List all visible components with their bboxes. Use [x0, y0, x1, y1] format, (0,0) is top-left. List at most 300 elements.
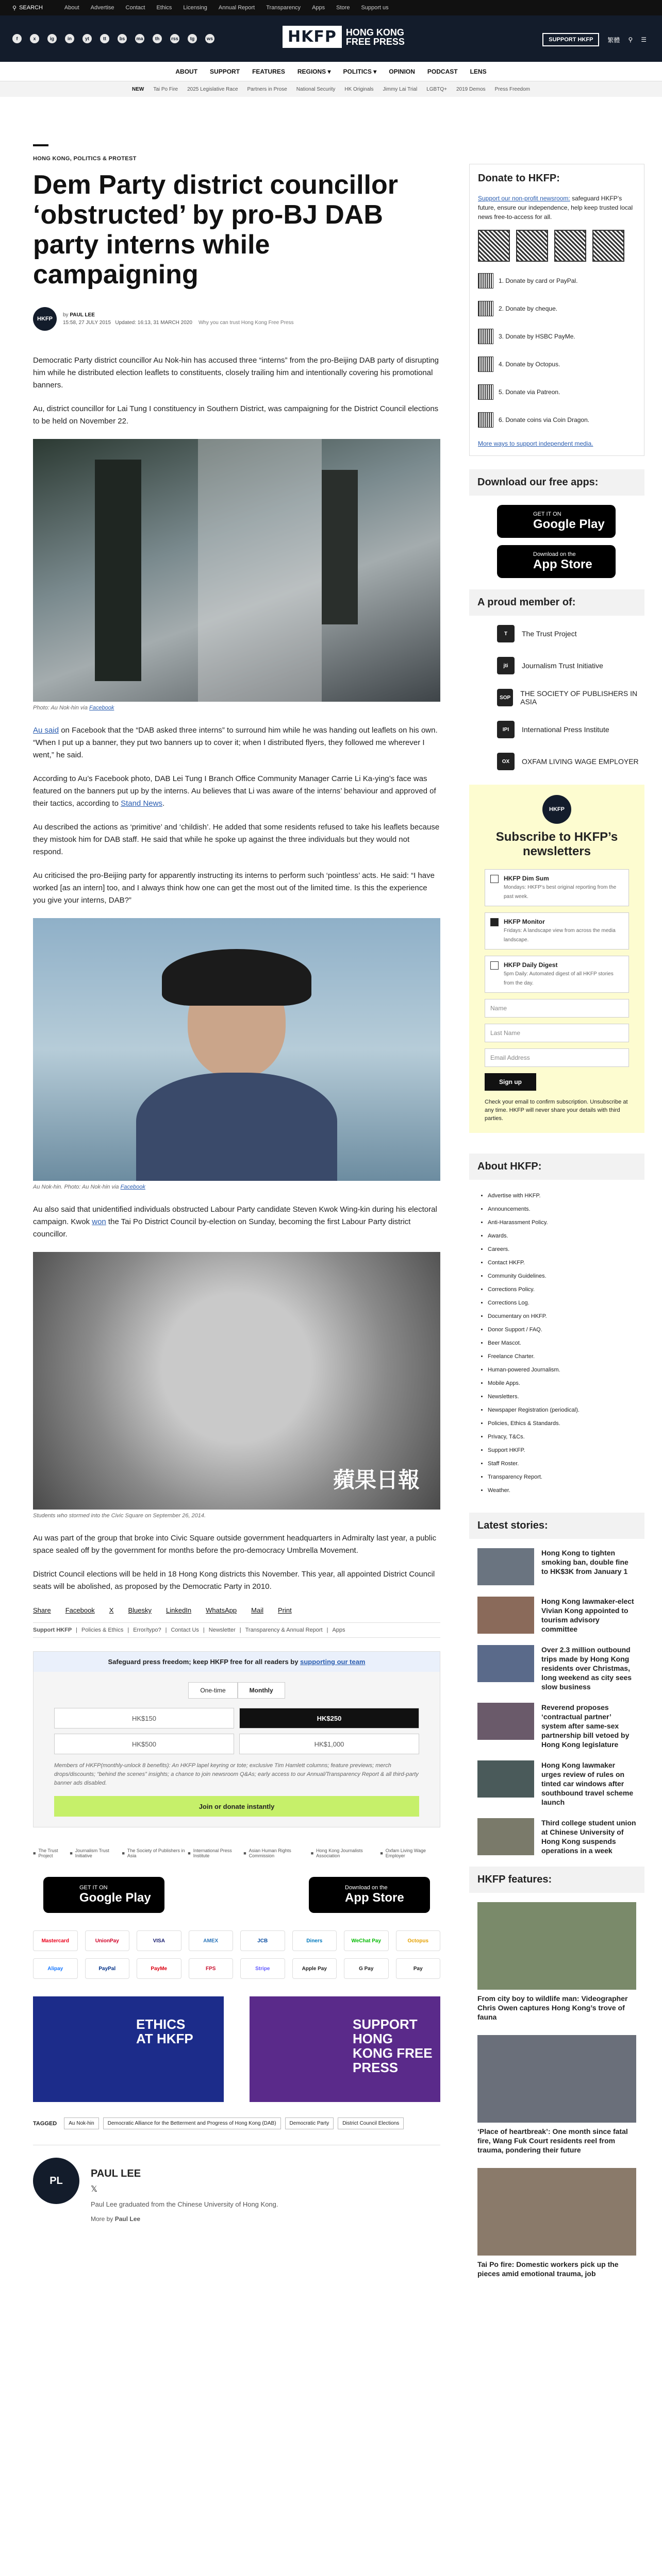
- tag-item[interactable]: District Council Elections: [338, 2117, 404, 2129]
- story-title: Third college student union at Chinese University of Hong Kong suspends operations in a week: [541, 1819, 636, 1855]
- donate-headline-link[interactable]: supporting our team: [300, 1658, 366, 1666]
- latest-heading: Latest stories:: [469, 1513, 644, 1539]
- paragraph: District Council elections will be held in 18 Hong Kong districts this November. This year, all appointed District Council seats will be abolished, as proposed by the Democratic Party in 2010.: [33, 1570, 435, 1591]
- badge-big-text: Google Play: [533, 517, 605, 531]
- about-link[interactable]: • Mobile Apps.: [488, 1377, 636, 1390]
- latest-story[interactable]: [477, 1818, 636, 1855]
- caption-text: Photo: Au Nok-hin via: [33, 705, 90, 711]
- subnav-item[interactable]: Tai Po Fire: [153, 86, 178, 92]
- share-linkedin[interactable]: LinkedIn: [166, 1606, 192, 1614]
- byline-author-line: [63, 311, 293, 319]
- newsletter-signup: [469, 785, 644, 1133]
- subnav-item[interactable]: 2025 Legislative Race: [187, 86, 238, 92]
- avatar[interactable]: PL: [33, 2158, 79, 2204]
- donate-option-label: 5. Donate via Patreon.: [499, 388, 560, 396]
- donate-option[interactable]: [478, 301, 636, 316]
- toplink-annual-report[interactable]: Annual Report: [218, 5, 255, 11]
- toplink-advertise[interactable]: Advertise: [90, 5, 114, 11]
- about-link[interactable]: • Documentary on HKFP.: [488, 1310, 636, 1323]
- author-bio: Paul Lee graduated from the Chinese University of Hong Kong.: [91, 2200, 278, 2208]
- author-box: [33, 2145, 440, 2223]
- wechat-pay-icon: WeChat Pay: [344, 1930, 389, 1951]
- qr-code-icon: [478, 273, 493, 289]
- mastercard-icon: Mastercard: [33, 1930, 78, 1951]
- share-whatsapp[interactable]: WhatsApp: [206, 1606, 237, 1614]
- about-link[interactable]: • Policies, Ethics & Standards.: [488, 1417, 636, 1430]
- member-logo[interactable]: [497, 689, 644, 706]
- share-x[interactable]: X: [109, 1606, 114, 1614]
- youtube-icon[interactable]: yt: [82, 34, 92, 43]
- story-thumbnail: [477, 1818, 534, 1855]
- newsletter-option-text: [504, 961, 623, 987]
- about-links: [469, 1189, 644, 1513]
- about-link[interactable]: • Freelance Charter.: [488, 1350, 636, 1363]
- author-link[interactable]: PAUL LEE: [70, 312, 95, 318]
- payme-icon: PayMe: [137, 1958, 181, 1979]
- nav-podcast[interactable]: PODCAST: [427, 67, 458, 75]
- member-name: The Trust Project: [522, 630, 577, 638]
- byline-dates: [63, 319, 293, 327]
- amount-option[interactable]: HK$1,000: [239, 1734, 419, 1754]
- amount-option-selected[interactable]: HK$250: [239, 1708, 419, 1728]
- tags: [33, 2117, 440, 2129]
- toplink-support-us[interactable]: Support us: [361, 5, 389, 11]
- banner-line: ETHICS: [136, 2016, 186, 2032]
- more-ways-link[interactable]: More ways to support independent media.: [478, 440, 593, 447]
- au-said-link[interactable]: Au said: [33, 726, 59, 735]
- paragraph-text: the Tai Po District Council by-election on Sunday, becoming the first Labour Party district councillor.: [33, 1217, 411, 1239]
- toplink-ethics[interactable]: Ethics: [156, 5, 172, 11]
- member-name: THE SOCIETY OF PUBLISHERS IN ASIA: [520, 689, 638, 706]
- qr-code-icon: [478, 412, 493, 428]
- oxfam-icon: OX: [497, 753, 515, 770]
- about-link[interactable]: • Beer Mascot.: [488, 1336, 636, 1350]
- about-link[interactable]: • Corrections Log.: [488, 1296, 636, 1310]
- partner-name: The Trust Project: [38, 1848, 58, 1858]
- amount-option[interactable]: HK$500: [54, 1734, 234, 1754]
- author-name[interactable]: PAUL LEE: [91, 2168, 141, 2179]
- linkedin-icon[interactable]: in: [65, 34, 74, 43]
- paragraph-text: According to Au’s Facebook photo, DAB Lei Tung I Branch Office Community Manager Carrie Li Ka-ying’s face was featured on the banners put up by the interns. Au believes that Li was aware of the interns’ behaviour and approved of their tactics, according to: [33, 774, 436, 808]
- rss-icon[interactable]: rss: [170, 34, 179, 43]
- badge-big-text: App Store: [345, 1891, 404, 1905]
- partner-name: Hong Kong Journalists Association: [316, 1848, 363, 1858]
- won-link[interactable]: won: [92, 1217, 106, 1226]
- stripe-icon: Stripe: [240, 1958, 285, 1979]
- photo-shape: [198, 439, 322, 702]
- share-label[interactable]: Share: [33, 1606, 51, 1614]
- partner-icon: ■: [33, 1851, 36, 1856]
- qr-code-icon: [478, 329, 493, 344]
- promo-banners: [33, 1996, 440, 2102]
- donate-option-label: 1. Donate by card or PayPal.: [499, 277, 578, 284]
- amex-icon: AMEX: [189, 1930, 234, 1951]
- support-link[interactable]: Apps: [332, 1627, 345, 1633]
- donate-option-label: 4. Donate by Octopus.: [499, 361, 560, 368]
- feature-image: [477, 2035, 636, 2123]
- share-print[interactable]: Print: [277, 1606, 292, 1614]
- newsletter-option-desc: Fridays: A landscape view from across the media landscape.: [504, 928, 616, 943]
- ipi-icon: IPI: [497, 721, 515, 738]
- amount-option[interactable]: HK$150: [54, 1708, 234, 1728]
- about-link[interactable]: • Human-powered Journalism.: [488, 1363, 636, 1377]
- language-link[interactable]: 繁體: [607, 36, 620, 44]
- share-bluesky[interactable]: Bluesky: [128, 1606, 152, 1614]
- photo-watermark: 蘋果日報: [333, 1467, 420, 1493]
- feature-story[interactable]: [477, 1902, 636, 2022]
- member-name: Journalism Trust Initiative: [522, 662, 603, 670]
- donate-headline: [34, 1652, 440, 1672]
- story-thumbnail: [477, 1597, 534, 1634]
- search-icon[interactable]: ⚲: [628, 36, 633, 43]
- new-label: NEW: [131, 86, 144, 92]
- newsletter-option-text: [504, 875, 623, 901]
- share-mail[interactable]: Mail: [251, 1606, 263, 1614]
- author-info: [91, 2158, 278, 2223]
- more-by-link[interactable]: Paul Lee: [114, 2215, 141, 2223]
- octopus-icon: Octopus: [396, 1930, 441, 1951]
- partner-name: International Press Institute: [193, 1848, 232, 1858]
- trust-link[interactable]: Why you can trust Hong Kong Free Press: [198, 320, 294, 326]
- qr-code-icon[interactable]: [516, 230, 548, 262]
- caption-text: Au Nok-hin. Photo: Au Nok-hin via: [33, 1184, 121, 1190]
- more-by-label: More by: [91, 2215, 115, 2223]
- partner-name: Journalism Trust Initiative: [75, 1848, 109, 1858]
- google-play-badge[interactable]: [43, 1877, 164, 1913]
- member-logo[interactable]: [497, 625, 644, 642]
- nav-support[interactable]: SUPPORT: [210, 67, 240, 75]
- newsletter-option[interactable]: [485, 912, 629, 950]
- qr-code-icon[interactable]: [554, 230, 586, 262]
- feature-image: [477, 2168, 636, 2256]
- jcb-icon: JCB: [240, 1930, 285, 1951]
- qr-code-icon: [478, 384, 493, 400]
- nav-about[interactable]: ABOUT: [175, 67, 198, 75]
- qr-code-icon: [478, 301, 493, 316]
- x-icon[interactable]: x: [30, 34, 39, 43]
- partner-logos: [33, 1848, 440, 1858]
- about-link[interactable]: • Careers.: [488, 1243, 636, 1256]
- story-thumbnail: [477, 1760, 534, 1798]
- whatsapp-icon[interactable]: ws: [205, 34, 214, 43]
- member-logo[interactable]: [497, 657, 644, 674]
- bluesky-icon[interactable]: bs: [118, 34, 127, 43]
- checkbox[interactable]: [490, 875, 499, 883]
- story-title: Hong Kong to tighten smoking ban, double fine to HK$3K from January 1: [541, 1549, 628, 1575]
- story-title: Hong Kong lawmaker urges review of rules on tinted car windows after southbound travel scheme launch: [541, 1761, 634, 1806]
- paragraph-text: Au also said that unidentified individuals obstructed Labour Party candidate Steven Kwok Wing-kin during his electoral campaign. Kwok: [33, 1205, 437, 1226]
- sign-up-button[interactable]: Sign up: [485, 1073, 536, 1091]
- about-link[interactable]: • Transparency Report.: [488, 1470, 636, 1484]
- nav-features[interactable]: FEATURES: [252, 67, 285, 75]
- about-link[interactable]: • Newspaper Registration (periodical).: [488, 1403, 636, 1417]
- toplink-contact[interactable]: Contact: [125, 5, 145, 11]
- donate-intro-link[interactable]: Support our non-profit newsroom:: [478, 195, 570, 202]
- partner-logo[interactable]: [70, 1848, 125, 1858]
- latest-story[interactable]: [477, 1645, 636, 1691]
- top-bar: [0, 0, 662, 15]
- nav-regions[interactable]: REGIONS ▾: [297, 67, 331, 75]
- latest-story[interactable]: [477, 1597, 636, 1634]
- visa-icon: VISA: [137, 1930, 181, 1951]
- support-link[interactable]: Newsletter: [208, 1627, 236, 1633]
- feature-title: Tai Po fire: Domestic workers pick up the pieces amid emotional trauma, job: [477, 2260, 619, 2278]
- support-link[interactable]: Contact Us: [171, 1627, 199, 1633]
- partner-logo[interactable]: [33, 1848, 73, 1858]
- donate-option-label: 2. Donate by cheque.: [499, 305, 558, 312]
- freq-monthly[interactable]: Monthly: [238, 1682, 285, 1699]
- toplink-store[interactable]: Store: [336, 5, 350, 11]
- about-link[interactable]: • Donor Support / FAQ.: [488, 1323, 636, 1336]
- subnav-item[interactable]: HK Originals: [344, 86, 374, 92]
- subnav-item[interactable]: Press Freedom: [494, 86, 531, 92]
- donate-option[interactable]: [478, 329, 636, 344]
- search-icon: ⚲: [12, 5, 17, 11]
- trust-project-icon: T: [497, 625, 515, 642]
- article-photo-banners: [33, 439, 440, 702]
- qr-code-icon[interactable]: [478, 230, 510, 262]
- logo-line-2: FREE PRESS: [345, 36, 405, 47]
- tag-item[interactable]: Democratic Alliance for the Betterment and Progress of Hong Kong (DAB): [103, 2117, 281, 2129]
- badge-small-text: GET IT ON: [79, 1885, 108, 1891]
- subnav-item[interactable]: Partners in Prose: [247, 86, 287, 92]
- about-link[interactable]: • Newsletters.: [488, 1390, 636, 1403]
- newsletter-option-desc: 5pm Daily: Automated digest of all HKFP stories from the day.: [504, 971, 614, 986]
- latest-story[interactable]: [477, 1703, 636, 1749]
- ethics-banner[interactable]: [33, 1996, 224, 2102]
- subnav-item[interactable]: LGBTQ+: [426, 86, 447, 92]
- logo-box: HKFP: [283, 26, 342, 48]
- about-link[interactable]: • Support HKFP.: [488, 1444, 636, 1457]
- feature-image: [477, 1902, 636, 1990]
- telegram-icon[interactable]: tg: [188, 34, 197, 43]
- app-store-badge[interactable]: [497, 545, 616, 578]
- badge-big-text: Google Play: [79, 1891, 151, 1905]
- about-link[interactable]: • Privacy, T&Cs.: [488, 1430, 636, 1444]
- jti-icon: jti: [497, 657, 515, 674]
- nav-opinion[interactable]: OPINION: [389, 67, 415, 75]
- member-logo[interactable]: [497, 721, 644, 738]
- subnav-item[interactable]: National Security: [296, 86, 336, 92]
- diners-icon: Diners: [292, 1930, 337, 1951]
- byline: [33, 307, 440, 331]
- more-by-author: [91, 2215, 278, 2223]
- about-heading: About HKFP:: [469, 1154, 644, 1180]
- sub-nav: [0, 81, 662, 97]
- donate-option-label: 3. Donate by HSBC PayMe.: [499, 333, 575, 340]
- subnav-item[interactable]: Jimmy Lai Trial: [383, 86, 418, 92]
- latest-story[interactable]: [477, 1548, 636, 1585]
- newsletter-option-title: HKFP Daily Digest: [504, 961, 558, 969]
- site-logo[interactable]: [283, 26, 405, 48]
- search-label: SEARCH: [19, 5, 43, 11]
- paragraph: [33, 724, 440, 761]
- partner-icon: ■: [380, 1851, 383, 1856]
- logo-line-1: HONG KONG: [345, 27, 404, 38]
- about-link[interactable]: • Weather.: [488, 1484, 636, 1497]
- instagram-icon[interactable]: ig: [47, 34, 57, 43]
- partner-name: Asian Human Rights Commission: [249, 1848, 291, 1858]
- partner-icon: ■: [188, 1851, 191, 1856]
- donate-option[interactable]: [478, 273, 636, 289]
- donate-frequency: [54, 1682, 419, 1699]
- donation-qr-codes: [478, 230, 636, 262]
- donate-option[interactable]: [478, 384, 636, 400]
- photo-caption: Students who stormed into the Civic Square on September 26, 2014.: [33, 1513, 206, 1519]
- app-store-badge[interactable]: [309, 1877, 430, 1913]
- tag-item[interactable]: Democratic Party: [285, 2117, 334, 2129]
- tagged-label: TAGGED: [33, 2120, 57, 2127]
- share-facebook[interactable]: Facebook: [65, 1606, 95, 1614]
- mastodon-icon[interactable]: ma: [135, 34, 144, 43]
- google-pay-icon: G Pay: [344, 1958, 389, 1979]
- newsletter-option[interactable]: [485, 956, 629, 993]
- about-link[interactable]: • Staff Roster.: [488, 1457, 636, 1470]
- paypal-icon: PayPal: [85, 1958, 130, 1979]
- feature-story[interactable]: [477, 2168, 636, 2278]
- partner-logo[interactable]: [380, 1848, 440, 1858]
- google-play-badge[interactable]: [497, 505, 616, 538]
- story-title: Hong Kong lawmaker-elect Vivian Kong appointed to tourism advisory committee: [541, 1597, 634, 1633]
- about-link[interactable]: • Awards.: [488, 1229, 636, 1243]
- feature-story[interactable]: [477, 2035, 636, 2155]
- updated-date: Updated: 16:13, 31 MARCH 2020: [115, 320, 192, 326]
- partner-logo[interactable]: [311, 1848, 380, 1858]
- donate-amounts: [54, 1708, 419, 1754]
- toplink-apps[interactable]: Apps: [312, 5, 325, 11]
- member-logo[interactable]: [497, 753, 644, 770]
- join-donate-button[interactable]: Join or donate instantly: [54, 1796, 419, 1817]
- newsletter-note: Check your email to confirm subscription. Unsubscribe at any time. HKFP will never share your details with third parties.: [485, 1099, 628, 1122]
- tiktok-icon[interactable]: tt: [100, 34, 109, 43]
- qr-code-icon[interactable]: [592, 230, 624, 262]
- tag-item[interactable]: Au Nok-hin: [64, 2117, 98, 2129]
- support-hkfp-link[interactable]: Support HKFP: [33, 1627, 72, 1633]
- caption-link[interactable]: Facebook: [89, 705, 114, 711]
- about-link[interactable]: • Contact HKFP.: [488, 1256, 636, 1269]
- donate-option[interactable]: [478, 357, 636, 372]
- newsletter-logo: HKFP: [542, 795, 571, 824]
- latest-story[interactable]: [477, 1760, 636, 1807]
- story-title: Over 2.3 million outbound trips made by Hong Kong residents over Christmas, long weekend as city sees slow business: [541, 1646, 632, 1691]
- partner-name: The Society of Publishers in Asia: [127, 1848, 185, 1858]
- freq-one-time[interactable]: One-time: [188, 1682, 237, 1699]
- donate-intro-text: safeguard HKFP’s future, ensure our independence, help keep trusted local news free-to-access for all.: [478, 195, 633, 221]
- last-name-field[interactable]: Last Name: [485, 1024, 629, 1042]
- newsletter-option-title: HKFP Monitor: [504, 918, 545, 925]
- donate-option[interactable]: [478, 412, 636, 428]
- partner-icon: ■: [122, 1851, 125, 1856]
- photo-shape: [136, 1073, 337, 1181]
- donate-widget: [33, 1651, 440, 1827]
- features-heading: HKFP features:: [469, 1867, 644, 1893]
- article-title: Dem Party district councillor ‘obstructed’ by pro-BJ DAB party interns while campaigning: [33, 170, 398, 290]
- paragraph: Au described the actions as ‘primitive’ and ‘childish’. He added that some residents refused to take his leaflets because they mistook him for DAB staff. He said that while he spoke up against the three individuals but they would not respond.: [33, 823, 440, 856]
- sopa-icon: SOP: [497, 689, 513, 706]
- stand-news-link[interactable]: Stand News: [121, 799, 162, 808]
- apps-heading: Download our free apps:: [469, 469, 644, 496]
- newsletter-title: Subscribe to HKFP’s newsletters: [495, 830, 618, 858]
- nav-lens[interactable]: LENS: [470, 67, 487, 75]
- partner-name: Oxfam Living Wage Employer: [385, 1848, 426, 1858]
- unionpay-icon: UnionPay: [85, 1930, 130, 1951]
- newsletter-option-desc: Mondays: HKFP’s best original reporting from the past week.: [504, 885, 617, 900]
- checkbox-checked[interactable]: [490, 918, 499, 926]
- partner-icon: ■: [310, 1851, 314, 1856]
- top-search[interactable]: [12, 5, 43, 11]
- about-link[interactable]: • Advertise with HKFP.: [488, 1189, 636, 1202]
- social-icons: [12, 34, 214, 43]
- partner-logo[interactable]: [243, 1848, 314, 1858]
- support-links: Support HKFP | Policies & Ethics | Error/typo? | Contact Us | Newsletter | Transparency & Annual Report | Apps: [33, 1622, 440, 1638]
- donate-option-label: 6. Donate coins via Coin Dragon.: [499, 416, 590, 423]
- banner-line: AT HKFP: [136, 2031, 193, 2046]
- support-banner[interactable]: [250, 1996, 440, 2102]
- toplink-about[interactable]: About: [64, 5, 79, 11]
- support-link[interactable]: Policies & Ethics: [81, 1627, 124, 1633]
- newsletter-option[interactable]: [485, 869, 629, 906]
- partner-logo[interactable]: [188, 1848, 243, 1858]
- paragraph: Au criticised the pro-Beijing party for apparently instructing its interns to perform such ‘pointless’ acts. He said: “I have worked [as an intern] too, and I always think how one can get the most out of the limited time. Is this the experience you give your interns, DAB?”: [33, 871, 435, 905]
- share-bar: [33, 1606, 440, 1614]
- article-section[interactable]: HONG KONG, POLITICS & PROTEST: [33, 156, 137, 162]
- story-thumbnail: [477, 1548, 534, 1585]
- paragraph: [33, 773, 440, 810]
- threads-icon[interactable]: th: [153, 34, 162, 43]
- donate-panel: [469, 164, 644, 456]
- email-field[interactable]: Email Address: [485, 1048, 629, 1067]
- byline-meta: [63, 311, 293, 327]
- toplink-licensing[interactable]: Licensing: [183, 5, 207, 11]
- about-link[interactable]: • Corrections Policy.: [488, 1283, 636, 1296]
- name-field[interactable]: Name: [485, 999, 629, 1018]
- photo-shape: [322, 470, 358, 624]
- photo-caption: [33, 705, 440, 711]
- facebook-icon[interactable]: f: [12, 34, 22, 43]
- newsletter-option-title: HKFP Dim Sum: [504, 875, 549, 882]
- fps-icon: FPS: [189, 1958, 234, 1979]
- about-link[interactable]: • Announcements.: [488, 1202, 636, 1216]
- support-hkfp-button[interactable]: SUPPORT HKFP: [542, 33, 599, 46]
- subnav-item[interactable]: 2019 Demos: [456, 86, 486, 92]
- photo-shape: [162, 949, 311, 1006]
- support-link[interactable]: Error/typo?: [133, 1627, 161, 1633]
- main-nav: [0, 62, 662, 81]
- support-link[interactable]: Transparency & Annual Report: [245, 1627, 323, 1633]
- menu-icon[interactable]: ☰: [641, 36, 647, 43]
- toplink-transparency[interactable]: Transparency: [266, 5, 301, 11]
- partner-icon: ■: [243, 1851, 246, 1856]
- donate-panel-intro: [478, 194, 636, 222]
- partner-logo[interactable]: [122, 1848, 191, 1858]
- about-link[interactable]: • Community Guidelines.: [488, 1269, 636, 1283]
- checkbox[interactable]: [490, 961, 499, 970]
- apple-pay-icon: Apple Pay: [292, 1958, 337, 1979]
- x-icon[interactable]: 𝕏: [91, 2185, 97, 2194]
- member-name: International Press Institute: [522, 725, 609, 734]
- article-photo-portrait: [33, 918, 440, 1181]
- app-badges: [33, 1877, 440, 1913]
- paragraph: [33, 1204, 440, 1241]
- nav-politics[interactable]: POLITICS ▾: [343, 67, 377, 75]
- paragraph: Au was part of the group that broke into Civic Square outside government headquarters in Admiralty last year, a public space sealed off by the government for months before the pro-democracy Umbrella Movement.: [33, 1534, 437, 1555]
- badge-small-text: Download on the: [533, 551, 576, 557]
- badge-big-text: App Store: [533, 557, 592, 571]
- about-link[interactable]: • Anti-Harassment Policy.: [488, 1216, 636, 1229]
- payment-icons: [33, 1930, 440, 1979]
- member-name: OXFAM LIVING WAGE EMPLOYER: [522, 757, 639, 766]
- caption-link[interactable]: Facebook: [120, 1184, 145, 1190]
